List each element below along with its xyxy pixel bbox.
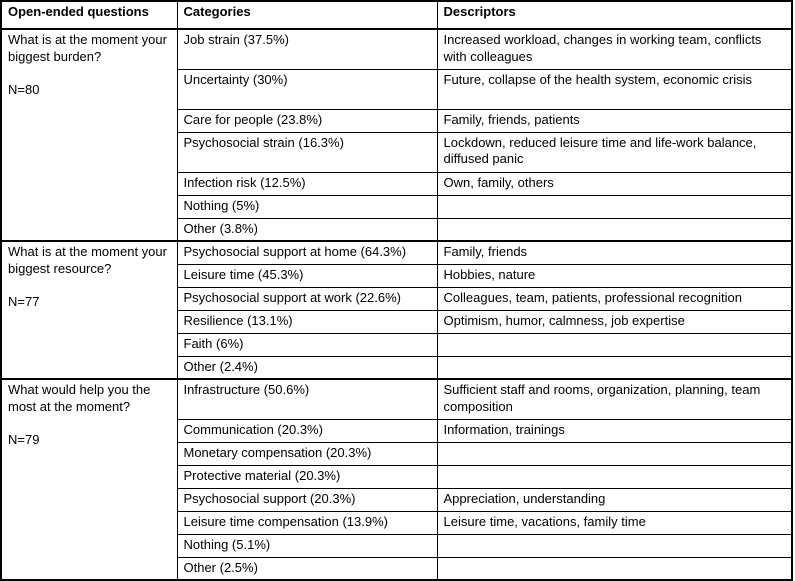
group-help: [1, 379, 792, 580]
sample-size: N=77: [8, 294, 40, 310]
header-open-ended-questions: Open-ended questions: [1, 1, 177, 29]
table-header-row: [1, 1, 792, 29]
descriptor-cell: Hobbies, nature: [437, 264, 792, 287]
descriptor-cell: Information, trainings: [437, 419, 792, 442]
descriptor-cell: [437, 195, 792, 218]
category-cell: Communication (20.3%): [177, 419, 437, 442]
category-cell: Leisure time compensation (13.9%): [177, 511, 437, 534]
category-cell: Job strain (37.5%): [177, 29, 437, 69]
sample-size: N=80: [8, 82, 40, 98]
descriptor-cell: [437, 218, 792, 241]
header-descriptors: Descriptors: [437, 1, 792, 29]
category-cell: Other (2.5%): [177, 557, 437, 580]
descriptor-cell: Leisure time, vacations, family time: [437, 511, 792, 534]
question-text: What is at the moment your biggest resource?: [8, 244, 167, 276]
header-categories: Categories: [177, 1, 437, 29]
category-cell: Nothing (5.1%): [177, 534, 437, 557]
category-cell: Other (2.4%): [177, 356, 437, 379]
category-cell: Uncertainty (30%): [177, 69, 437, 109]
descriptor-cell: Own, family, others: [437, 172, 792, 195]
category-cell: Faith (6%): [177, 333, 437, 356]
descriptor-cell: Lockdown, reduced leisure time and life-work balance, diffused panic: [437, 132, 792, 172]
descriptor-cell: Family, friends, patients: [437, 109, 792, 132]
category-cell: Psychosocial strain (16.3%): [177, 132, 437, 172]
question-text: What is at the moment your biggest burden?: [8, 32, 167, 64]
category-cell: Psychosocial support at work (22.6%): [177, 287, 437, 310]
group-burden: [1, 29, 792, 241]
descriptor-cell: [437, 534, 792, 557]
category-cell: Leisure time (45.3%): [177, 264, 437, 287]
question-cell: [1, 379, 177, 580]
descriptor-cell: Family, friends: [437, 241, 792, 264]
descriptor-cell: [437, 333, 792, 356]
category-cell: Other (3.8%): [177, 218, 437, 241]
category-cell: Care for people (23.8%): [177, 109, 437, 132]
question-cell: [1, 241, 177, 379]
descriptor-cell: [437, 465, 792, 488]
category-cell: Protective material (20.3%): [177, 465, 437, 488]
question-cell: [1, 29, 177, 241]
category-cell: Nothing (5%): [177, 195, 437, 218]
group-resource: [1, 241, 792, 379]
descriptor-cell: [437, 557, 792, 580]
category-cell: Monetary compensation (20.3%): [177, 442, 437, 465]
descriptor-cell: Sufficient staff and rooms, organization, planning, team composition: [437, 379, 792, 419]
descriptor-cell: [437, 442, 792, 465]
category-cell: Infrastructure (50.6%): [177, 379, 437, 419]
descriptor-cell: [437, 356, 792, 379]
sample-size: N=79: [8, 432, 40, 448]
category-cell: Resilience (13.1%): [177, 310, 437, 333]
question-text: What would help you the most at the moment?: [8, 382, 151, 414]
descriptor-cell: Colleagues, team, patients, professional recognition: [437, 287, 792, 310]
category-cell: Psychosocial support (20.3%): [177, 488, 437, 511]
descriptor-cell: Future, collapse of the health system, economic crisis: [437, 69, 792, 109]
descriptor-cell: Appreciation, understanding: [437, 488, 792, 511]
descriptor-cell: Optimism, humor, calmness, job expertise: [437, 310, 792, 333]
category-cell: Psychosocial support at home (64.3%): [177, 241, 437, 264]
descriptor-cell: Increased workload, changes in working team, conflicts with colleagues: [437, 29, 792, 69]
category-cell: Infection risk (12.5%): [177, 172, 437, 195]
